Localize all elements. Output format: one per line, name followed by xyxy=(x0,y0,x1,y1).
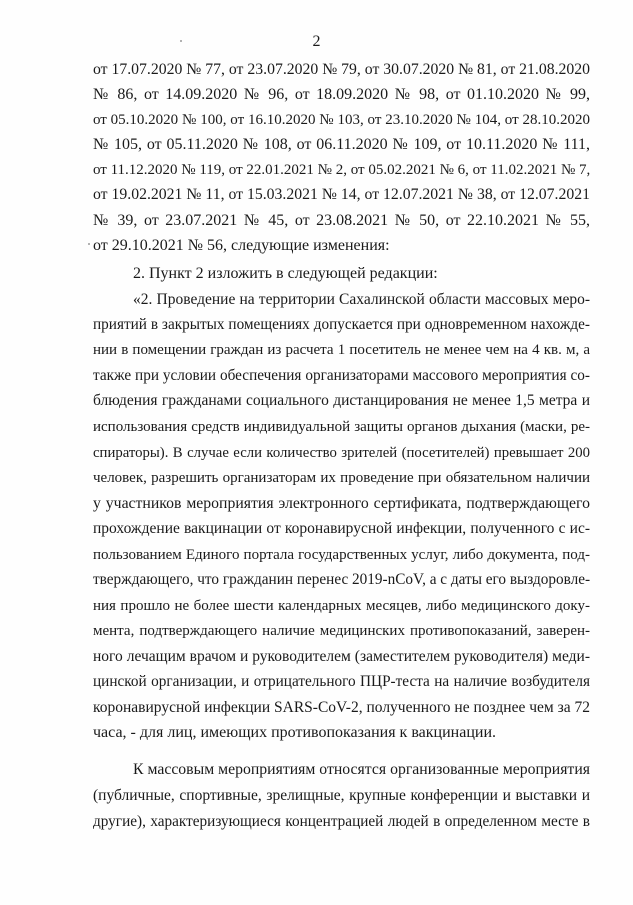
text-line: «2. Проведение на территории Сахалинской области массовых меро- xyxy=(133,291,590,308)
text-line: часа, - для лиц, имеющих противопоказания к вакцинации. xyxy=(93,724,497,741)
text-line: прохождение вакцинации от коронавирусной инфекции, полученного с ис- xyxy=(93,520,590,537)
text-line: спираторы). В случае если количество зрителей (посетителей) превышает 200 xyxy=(93,445,590,461)
text-line: тверждающего, что гражданин перенес 2019-nCoV, а с даты его выздоровле- xyxy=(93,571,591,588)
text-line: другие), характеризующиеся концентрацией людей в определенном месте в xyxy=(93,813,590,830)
text-line: от 11.12.2020 № 119, от 22.01.2021 № 2, от 05.02.2021 № 6, от 11.02.2021 № 7, xyxy=(93,162,591,178)
text-line: цинской организации, и отрицательного ПЦР-теста на наличие возбудителя xyxy=(93,673,590,690)
text-line: использования средств индивидуальной защиты органов дыхания (маски, ре- xyxy=(93,419,590,435)
text-line: от 19.02.2021 № 11, от 15.03.2021 № 14, от 12.07.2021 № 38, от 12.07.2021 xyxy=(93,186,590,203)
text-line: от 29.10.2021 № 56, следующие изменения: xyxy=(93,237,390,254)
text-line: человек, разрешить организаторам их проведение при обязательном наличии xyxy=(93,470,590,486)
scan-speck xyxy=(88,243,90,245)
text-line: от 05.10.2020 № 100, от 16.10.2020 № 103, от 23.10.2020 № 104, от 28.10.2020 xyxy=(93,112,590,128)
text-line: нии в помещении граждан из расчета 1 посетитель не менее чем на 4 кв. м, а xyxy=(93,342,590,358)
text-line: К массовым мероприятиям относятся организованные мероприятия xyxy=(133,761,590,778)
text-line: блюдения гражданами социального дистанцирования не менее 1,5 метра и xyxy=(93,392,590,409)
text-line: ного лечащим врачом и руководителем (заместителем руководителя) меди- xyxy=(93,648,590,665)
text-line: мента, подтверждающего наличие медицинских противопоказаний, заверен- xyxy=(93,623,590,639)
page-number: 2 xyxy=(312,33,321,50)
text-line: № 105, от 05.11.2020 № 108, от 06.11.2020 № 109, от 10.11.2020 № 111, xyxy=(93,136,590,153)
text-line: также при условии обеспечения организаторами массового мероприятия со- xyxy=(93,367,590,384)
scan-speck xyxy=(180,40,182,42)
text-line: ния прошло не более шести календарных месяцев, либо медицинского доку- xyxy=(93,598,590,614)
text-line: приятий в закрытых помещениях допускается при одновременном нахожде- xyxy=(93,316,590,333)
text-line: коронавирусной инфекции SARS-CoV-2, полученного не позднее чем за 72 xyxy=(93,699,590,716)
text-line: (публичные, спортивные, зрелищные, крупные конференции и выставки и xyxy=(93,787,590,804)
text-line: от 17.07.2020 № 77, от 23.07.2020 № 79, от 30.07.2020 № 81, от 21.08.2020 xyxy=(93,61,591,78)
text-line: 2. Пункт 2 изложить в следующей редакции: xyxy=(133,265,438,282)
text-line: у участников мероприятия электронного сертификата, подтверждающего xyxy=(93,495,590,512)
text-line: пользованием Единого портала государственных услуг, либо документа, под- xyxy=(93,547,590,563)
text-line: № 86, от 14.09.2020 № 96, от 18.09.2020 № 98, от 01.10.2020 № 99, xyxy=(93,86,590,103)
text-line: № 39, от 23.07.2021 № 45, от 23.08.2021 № 50, от 22.10.2021 № 55, xyxy=(93,212,590,229)
